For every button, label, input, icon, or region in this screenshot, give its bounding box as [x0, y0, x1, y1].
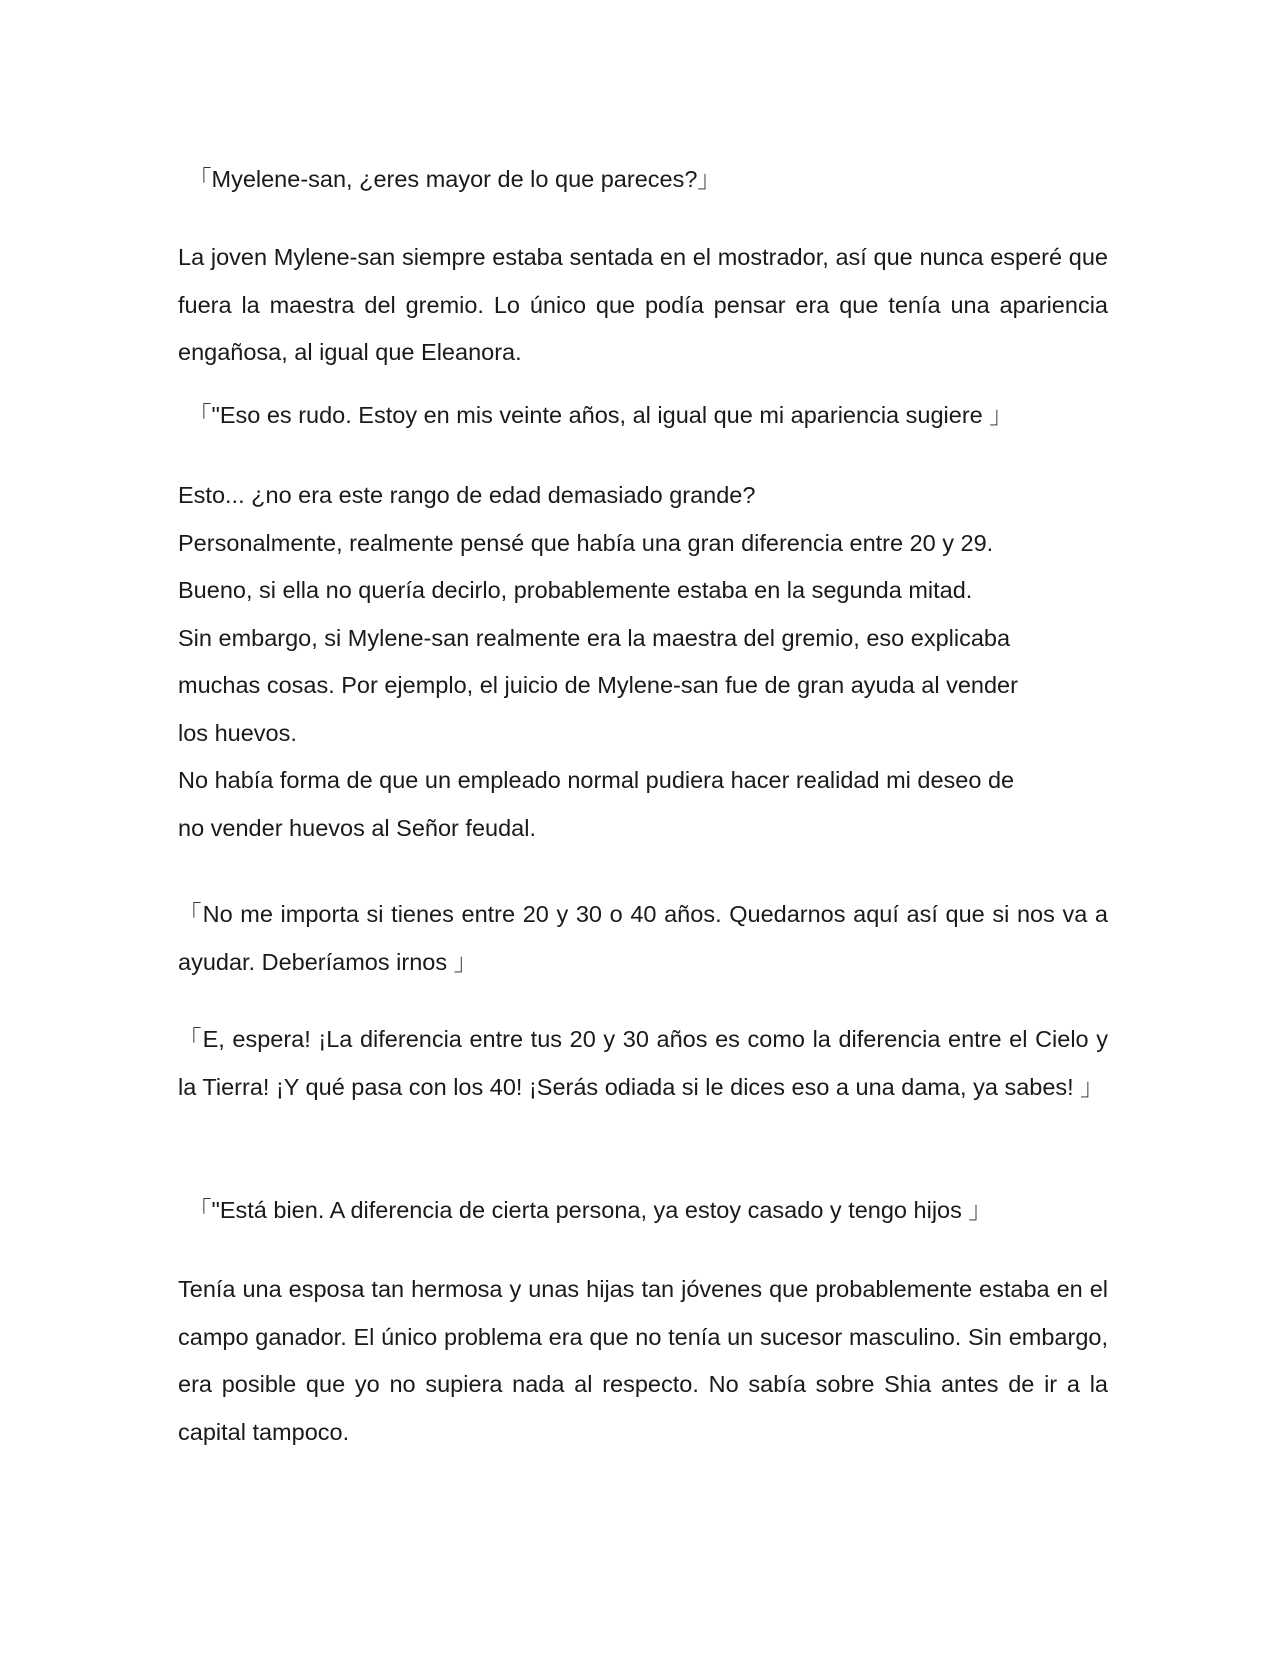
- narration-paragraph-1: La joven Mylene-san siempre estaba sentada en el mostrador, así que nunca esperé que fuera la maestra del gremio. Lo único que podía pensar era que tenía una apariencia engañosa, al igual que Eleanora.: [178, 244, 1108, 365]
- narration-line-1: Esto... ¿no era este rango de edad demasiado grande?: [178, 482, 756, 508]
- dialogue-paragraph-4: 「E, espera! ¡La diferencia entre tus 20 y 30 años es como la diferencia entre el Cielo y la Tierra! ¡Y qué pasa con los 40! ¡Serás odiada si le dices eso a una dama, ya sabes! 」: [178, 1026, 1108, 1100]
- narration-line-7: No había forma de que un empleado normal pudiera hacer realidad mi deseo de: [178, 767, 1015, 793]
- dialogue-line-1: 「Myelene-san, ¿eres mayor de lo que pareces?」: [188, 166, 721, 192]
- narration-lines-block: [178, 472, 1108, 852]
- narration-paragraph-2: Tenía una esposa tan hermosa y unas hijas tan jóvenes que probablemente estaba en el campo ganador. El único problema era que no tenía un sucesor masculino. Sin embargo, era posible que yo no supiera nada al respecto. No sabía sobre Shia antes de ir a la capital tampoco.: [178, 1276, 1108, 1445]
- dialogue-line-2: 「"Eso es rudo. Estoy en mis veinte años, al igual que mi apariencia sugiere 」: [188, 402, 1013, 428]
- narration-line-5: muchas cosas. Por ejemplo, el juicio de Mylene-san fue de gran ayuda al vender: [178, 672, 1018, 698]
- narration-line-2: Personalmente, realmente pensé que había una gran diferencia entre 20 y 29.: [178, 529, 994, 556]
- narration-line-4: Sin embargo, si Mylene-san realmente era la maestra del gremio, eso explicaba: [178, 624, 1011, 651]
- narration-line-8: no vender huevos al Señor feudal.: [178, 814, 536, 841]
- dialogue-line-5: 「"Está bien. A diferencia de cierta persona, ya estoy casado y tengo hijos 」: [188, 1197, 992, 1223]
- dialogue-paragraph-3: 「No me importa si tienes entre 20 y 30 o 40 años. Quedarnos aquí así que si nos va a ayudar. Deberíamos irnos 」: [178, 901, 1108, 975]
- narration-line-3: Bueno, si ella no quería decirlo, probablemente estaba en la segunda mitad.: [178, 577, 973, 603]
- narration-line-6: los huevos.: [178, 719, 297, 746]
